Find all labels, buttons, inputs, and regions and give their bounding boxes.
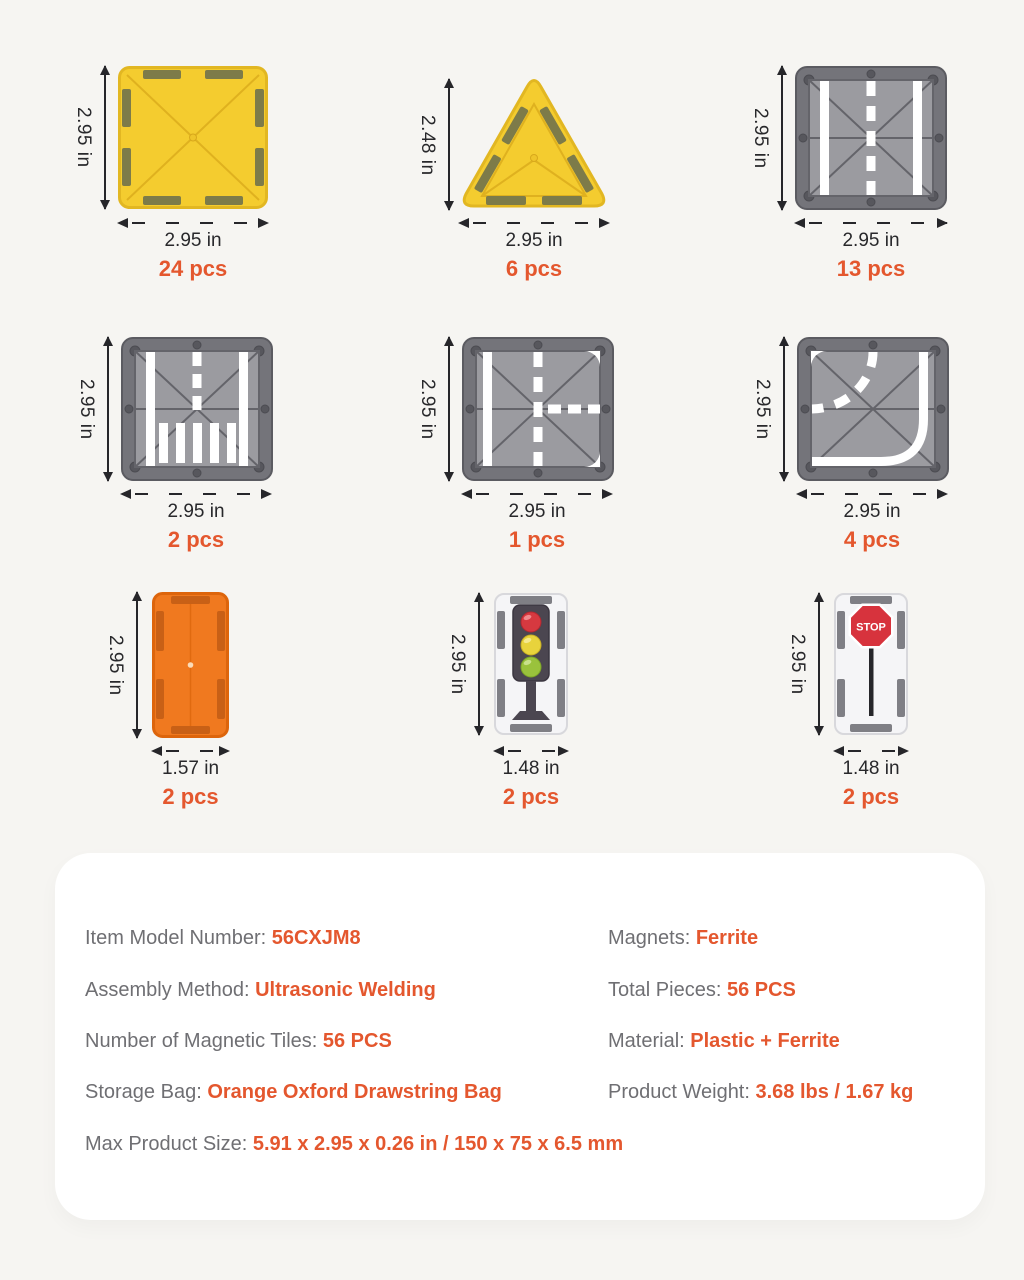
spec-panel — [55, 853, 985, 1220]
spec-value: 56 PCS — [322, 1030, 392, 1052]
yellow-square-tile-image — [118, 66, 268, 209]
width-arrow — [834, 750, 908, 752]
height-label: 2.48 in — [417, 114, 438, 176]
height-arrow — [818, 593, 820, 735]
spec-label: Total Pieces: — [608, 979, 727, 1001]
spec-label: Item Model Number: — [85, 927, 272, 949]
width-arrow — [797, 493, 947, 495]
spec-storage-bag — [85, 1080, 502, 1104]
width-arrow — [118, 222, 268, 224]
piece-count: 4 pcs — [843, 527, 901, 552]
spec-label: Max Product Size: — [85, 1133, 253, 1155]
width-label: 1.48 in — [502, 758, 560, 779]
road-straight-tile-image — [795, 66, 947, 210]
road-t-junction-tile-image — [462, 337, 614, 481]
width-label: 2.95 in — [164, 230, 222, 251]
spec-value: 56 PCS — [726, 979, 796, 1001]
width-label: 2.95 in — [842, 230, 900, 251]
piece-count: 13 pcs — [836, 256, 906, 281]
width-arrow — [462, 493, 612, 495]
spec-material — [608, 1029, 840, 1053]
piece-count: 2 pcs — [162, 784, 219, 809]
road-crosswalk-tile-image — [121, 337, 273, 481]
piece-count: 2 pcs — [842, 784, 900, 809]
height-arrow — [104, 66, 106, 209]
spec-value: Ferrite — [695, 927, 759, 949]
orange-rectangle-tile-image — [152, 592, 229, 738]
spec-value: 3.68 lbs / 1.67 kg — [755, 1081, 914, 1103]
piece-count: 2 pcs — [502, 784, 560, 809]
height-label: 2.95 in — [447, 633, 468, 695]
spec-label: Storage Bag: — [85, 1081, 208, 1103]
piece-count: 6 pcs — [505, 256, 563, 281]
piece-count: 24 pcs — [158, 256, 228, 281]
width-arrow — [121, 493, 271, 495]
height-arrow — [478, 593, 480, 735]
spec-label: Material: — [608, 1030, 691, 1052]
width-arrow — [795, 222, 947, 224]
width-label: 2.95 in — [167, 501, 225, 522]
width-label: 1.57 in — [161, 758, 220, 779]
spec-label: Assembly Method: — [85, 979, 256, 1001]
height-arrow — [448, 337, 450, 481]
width-label: 1.48 in — [842, 758, 900, 779]
spec-label: Number of Magnetic Tiles: — [85, 1030, 323, 1052]
spec-magnets — [608, 926, 758, 950]
width-arrow — [459, 222, 609, 224]
height-arrow — [783, 337, 785, 481]
height-arrow — [448, 79, 450, 210]
spec-max-product-size — [85, 1132, 623, 1156]
stop-sign-tile-image — [834, 593, 908, 735]
traffic-light-tile-image — [494, 593, 568, 735]
piece-count: 2 pcs — [167, 527, 225, 552]
spec-assembly-method — [85, 978, 436, 1002]
height-label: 2.95 in — [105, 634, 126, 696]
width-label: 2.95 in — [843, 501, 901, 522]
height-label: 2.95 in — [752, 378, 773, 440]
spec-label: Product Weight: — [608, 1081, 756, 1103]
spec-value: Orange Oxford Drawstring Bag — [207, 1081, 502, 1103]
spec-item-model-number — [85, 926, 361, 950]
width-arrow — [152, 750, 229, 752]
spec-product-weight — [608, 1080, 913, 1104]
height-label: 2.95 in — [417, 378, 438, 440]
spec-number-of-tiles — [85, 1029, 392, 1053]
spec-value: 5.91 x 2.95 x 0.26 in / 150 x 75 x 6.5 mm — [252, 1133, 624, 1155]
spec-value: Plastic + Ferrite — [690, 1030, 840, 1052]
stop-sign-text: STOP — [856, 621, 886, 634]
height-label: 2.95 in — [76, 378, 97, 440]
road-curve-tile-image — [797, 337, 949, 481]
height-label: 2.95 in — [750, 107, 771, 169]
height-arrow — [136, 592, 138, 738]
yellow-triangle-tile-image — [452, 70, 616, 212]
width-label: 2.95 in — [505, 230, 563, 251]
spec-value: Ultrasonic Welding — [255, 979, 436, 1001]
height-label: 2.95 in — [73, 107, 94, 168]
width-label: 2.95 in — [508, 501, 566, 522]
piece-count: 1 pcs — [508, 527, 566, 552]
height-arrow — [781, 66, 783, 210]
spec-value: 56CXJM8 — [271, 927, 361, 949]
spec-total-pieces — [608, 978, 796, 1002]
spec-label: Magnets: — [608, 927, 696, 949]
height-arrow — [107, 337, 109, 481]
height-label: 2.95 in — [787, 633, 808, 695]
width-arrow — [494, 750, 568, 752]
